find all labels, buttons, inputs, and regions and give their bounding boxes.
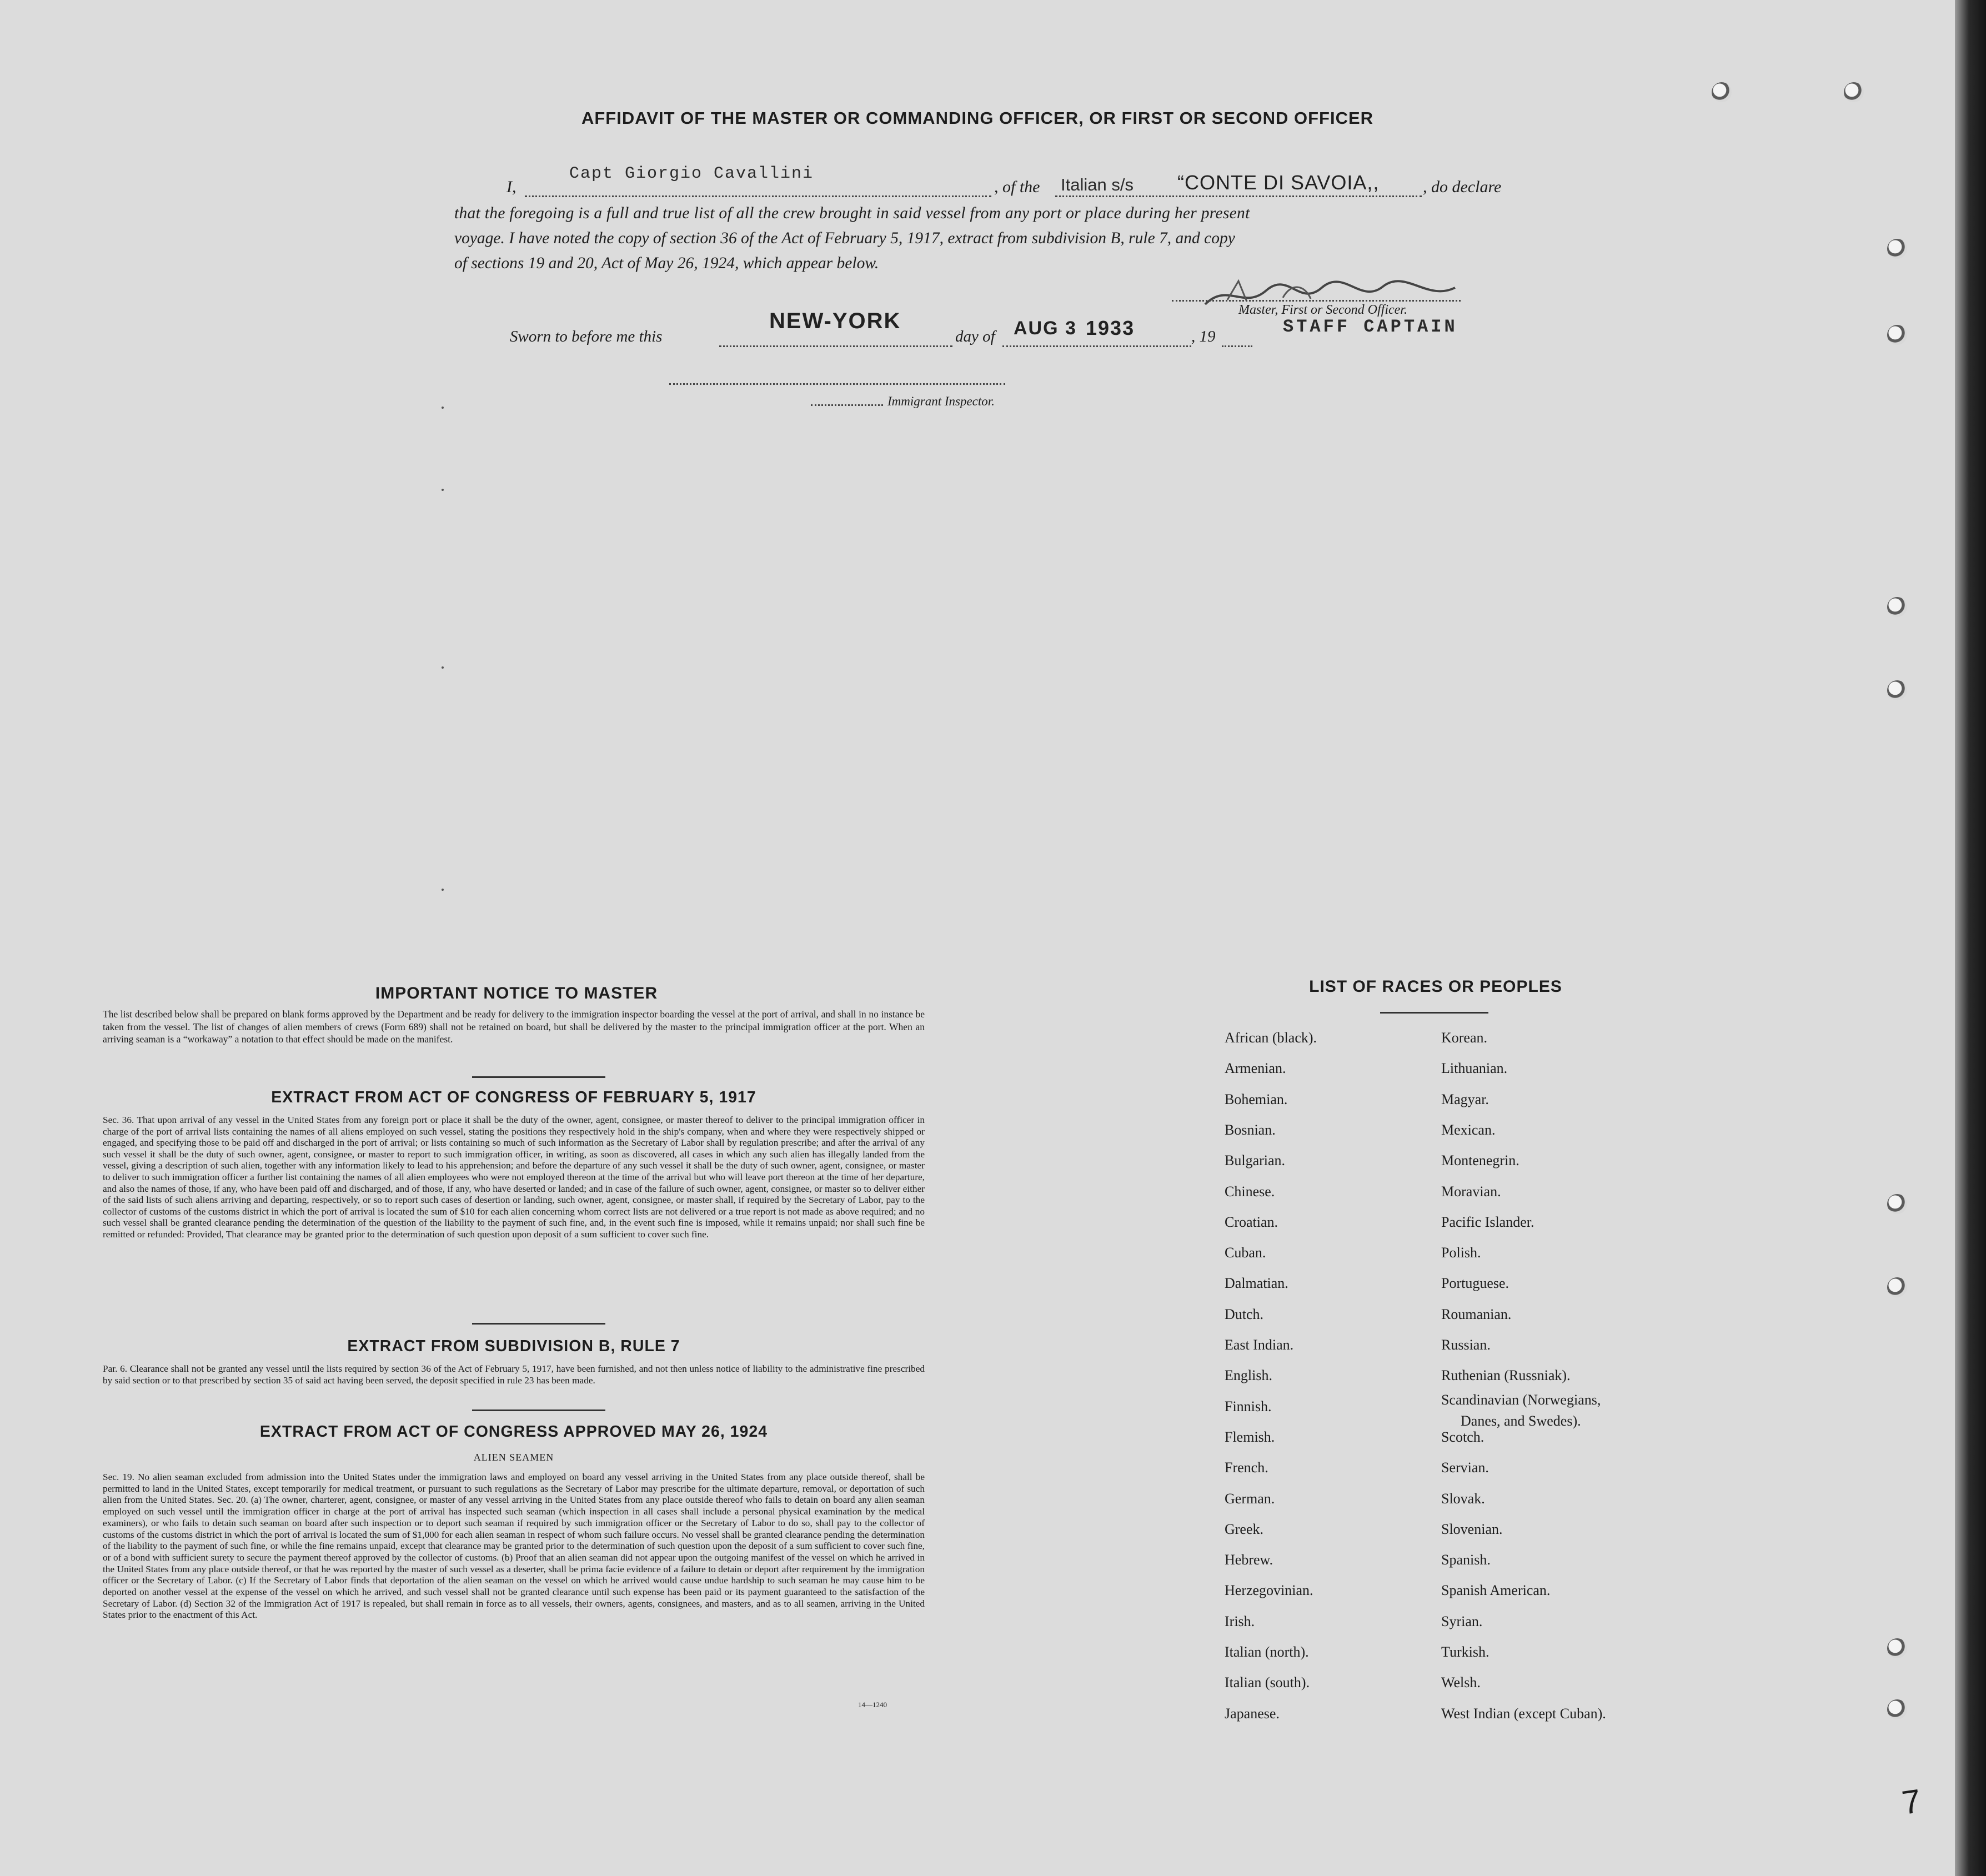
inspector-caption-line (811, 404, 883, 406)
race-item: Polish. (1441, 1245, 1481, 1261)
race-item: Portuguese. (1441, 1275, 1509, 1292)
officer-rank: STAFF CAPTAIN (1283, 317, 1458, 337)
margin-dot (442, 407, 444, 409)
corner-mark: 7 (1899, 1782, 1923, 1822)
inspector-caption: Immigrant Inspector. (887, 394, 995, 408)
binding-hole (1887, 680, 1907, 700)
race-item: Italian (north). (1225, 1644, 1309, 1660)
extract-1924-text: Sec. 19. No alien seaman excluded from admission into the United States under the immigration laws and employed on board any vessel arriving in the United States from any place outside thereof, shall be permitted to land in the United States, except temporarily for medical treatment, or pursuant to such regulations as the Secretary of Labor may prescribe for the ultimate departure, removal, or deportation of such alien from the United States. Sec. 20. (a) The owner, charterer, agent, consignee, or master of any vessel arriving in the United States from any place outside thereof who fails to detain on board any alien seaman employed on such vessel until the immigration officer in charge at the port of arrival has inspected such seaman (which inspection in all cases shall include a personal physical examination by the medical examiners), or who fails to detain such seaman on board after such inspection or to deport such seaman if required by such immigration officer or the Secretary of Labor to do so, shall pay to the collector of customs of the customs district in which the port of arrival is located the sum of $1,000 for each alien seaman in respect of whom such failure occurs. No vessel shall be granted clearance pending the determination of the liability to the payment of such fine, or while the fine remains unpaid, except that clearance may be granted prior to the determination of such question upon the deposit of a sum sufficient to cover such fine, or of a bond with sufficient surety to secure the payment thereof approved by the collector of customs. (b) Proof that an alien seaman did not appear upon the outgoing manifest of the vessel on which he arrived in the United States from any place outside thereof, or that he was reported by the master of such vessel as a deserter, shall be prima facie evidence of a failure to detain or deport after requirement by the immigration officer or the Secretary of Labor. (c) If the Secretary of Labor finds that deportation of the alien seaman on the vessel on which he arrived would cause undue hardship to such seaman he may cause him to be deported on another vessel at the expense of the vessel on which he arrived, and such vessel shall not be granted clearance until such expense has been paid or its payment guaranteed to the satisfaction of the Secretary of Labor. (d) Section 32 of the Immigration Act of 1917 is repealed, but shall remain in force as to all vessels, their owners, agents, consignees, and masters, and as to all seamen, arriving in the United States prior to the enactment of this Act. (103, 1472, 925, 1621)
race-item: Spanish American. (1441, 1582, 1551, 1599)
binding-hole (1887, 597, 1907, 617)
race-item: Japanese. (1225, 1705, 1280, 1722)
race-item: Cuban. (1225, 1245, 1266, 1261)
year-line (1222, 345, 1252, 347)
extract-rule7-text: Par. 6. Clearance shall not be granted any vessel until the lists required by section 36 of the Act of February 5, 1917, have been furnished, and not then unless notice of liability to the administrative fine prescribed by said section or to that prescribed by section 35 of said act having been served, the deposit specified in rule 23 has been made. (103, 1363, 925, 1386)
affidavit-body-line3: voyage. I have noted the copy of section 36 of the Act of February 5, 1917, extract from subdivision B, rule 7, and copy (454, 229, 1235, 247)
sworn-date-stamp: AUG 3 (1014, 318, 1077, 339)
race-item: Dalmatian. (1225, 1275, 1288, 1292)
signature-caption: Master, First or Second Officer. (1238, 303, 1407, 317)
race-item: Greek. (1225, 1521, 1264, 1537)
race-item: Flemish. (1225, 1428, 1275, 1445)
vessel-name: “CONTE DI SAVOIA,, (1177, 171, 1380, 194)
binding-hole (1887, 325, 1907, 345)
race-item: West Indian (except Cuban). (1441, 1705, 1606, 1722)
extract-1917-divider (472, 1323, 605, 1325)
vessel-prefix: Italian s/s (1061, 175, 1134, 194)
race-item: Korean. (1441, 1030, 1488, 1046)
binding-hole (1887, 1638, 1907, 1658)
officer-name: Capt Giorgio Cavallini (569, 164, 814, 183)
binding-hole (1887, 1699, 1907, 1719)
race-item: Irish. (1225, 1613, 1255, 1629)
race-item: Spanish. (1441, 1552, 1491, 1568)
race-item: English. (1225, 1367, 1272, 1384)
margin-dot (442, 889, 444, 891)
binding-hole (1887, 239, 1907, 259)
race-item: Dutch. (1225, 1306, 1264, 1322)
race-item: Roumanian. (1441, 1306, 1512, 1322)
page-edge (1955, 0, 1986, 1876)
race-item: Chinese. (1225, 1183, 1275, 1200)
race-item: Finnish. (1225, 1398, 1272, 1414)
race-item: Danes, and Swedes). (1461, 1412, 1581, 1429)
race-item: Bohemian. (1225, 1091, 1288, 1107)
race-item: Magyar. (1441, 1091, 1489, 1107)
binding-hole (1712, 82, 1732, 102)
extract-rule7-title: EXTRACT FROM SUBDIVISION B, RULE 7 (347, 1337, 680, 1355)
race-item: Mexican. (1441, 1121, 1496, 1138)
race-item: Bosnian. (1225, 1121, 1276, 1138)
race-item: Moravian. (1441, 1183, 1501, 1200)
race-item: Turkish. (1441, 1644, 1489, 1660)
form-number: 14—1240 (858, 1701, 887, 1709)
affidavit-line1-prefix: I, (506, 178, 516, 196)
binding-hole (1844, 82, 1864, 102)
affidavit-title: AFFIDAVIT OF THE MASTER OR COMMANDING OFFICER, OR FIRST OR SECOND OFFICER (581, 108, 1374, 128)
race-item: Ruthenian (Russniak). (1441, 1367, 1571, 1384)
affidavit-body-line2: that the foregoing is a full and true list of all the crew brought in said vessel from any port or place during her present (454, 204, 1250, 222)
sworn-prefix: Sworn to before me this (510, 328, 663, 345)
races-title-underline (1380, 1012, 1488, 1014)
inspector-signature-line (669, 383, 1005, 385)
race-item: Italian (south). (1225, 1674, 1310, 1691)
race-item: Servian. (1441, 1459, 1489, 1476)
sworn-year-stamp: 1933 (1086, 317, 1135, 339)
notice-title: IMPORTANT NOTICE TO MASTER (375, 984, 658, 1002)
officer-name-line (525, 195, 991, 197)
race-item: Pacific Islander. (1441, 1213, 1534, 1230)
sworn-place-stamp: NEW-YORK (769, 309, 901, 333)
extract-1924-title: EXTRACT FROM ACT OF CONGRESS APPROVED MAY 26, 1924 (259, 1423, 768, 1441)
race-item: Herzegovinian. (1225, 1582, 1313, 1599)
race-item: Armenian. (1225, 1060, 1286, 1077)
margin-dot (442, 666, 444, 669)
sworn-date-line (1002, 345, 1191, 347)
year-prefix: , 19 (1191, 328, 1216, 345)
race-item: Slovak. (1441, 1490, 1485, 1507)
affidavit-body-line4: of sections 19 and 20, Act of May 26, 1924, which appear below. (454, 254, 879, 272)
races-title: LIST OF RACES OR PEOPLES (1309, 977, 1562, 996)
race-item: Syrian. (1441, 1613, 1483, 1629)
race-item: East Indian. (1225, 1337, 1294, 1353)
race-item: African (black). (1225, 1030, 1317, 1046)
race-item: Slovenian. (1441, 1521, 1503, 1537)
race-item: Hebrew. (1225, 1552, 1273, 1568)
race-item: Lithuanian. (1441, 1060, 1508, 1077)
margin-dot (442, 489, 444, 491)
race-item: German. (1225, 1490, 1275, 1507)
race-item: Croatian. (1225, 1213, 1278, 1230)
race-item: French. (1225, 1459, 1268, 1476)
race-item: Montenegrin. (1441, 1152, 1519, 1169)
sworn-place-line (719, 345, 952, 347)
notice-divider (472, 1076, 605, 1078)
affidavit-line1-suffix: , do declare (1423, 178, 1502, 196)
extract-1917-text: Sec. 36. That upon arrival of any vessel in the United States from any foreign port or place it shall be the duty of the owner, agent, consignee, or master thereof to deliver to the principal immigration officer in charge of the port of arrival lists containing the names of all aliens employed on such vessel, stating the positions they respectively hold in the ship's company, when and where they were respectively shipped or engaged, and specifying those to be paid off and discharged in the port of arrival; or lists containing so much of such information as the Secretary of Labor shall by regulation prescribe; and after the arrival of any such vessel it shall be the duty of such owner, agent, consignee, or master to report to such immigration officer, in writing, as soon as discovered, all cases in which any such alien has illegally landed from the vessel, giving a description of such alien, together with any information likely to lead to his apprehension; and before the departure of any such vessel it shall be the duty of such owner, agent, consignee, or master to deliver to such immigration officer a further list containing the names of all alien employees who were not employed thereon at the time of the arrival but who will leave port thereon at the time of her departure, and also the names of those, if any, who have been paid off and discharged, and of those, if any, who have deserted or landed; and in case of the failure of such owner, agent, consignee, or master so to deliver either of the said lists of such aliens arriving and departing, respectively, or so to report such cases of desertion or landing, such owner, agent, consignee, or master shall, if required by the Secretary of Labor, pay to the collector of customs of the customs district in which the port of arrival is located the sum of $10 for each alien concerning whom correct lists are not delivered or a true report is not made as above required; and no such vessel shall be granted clearance pending the determination of the question of the liability to the payment of such fine, and, in the event such fine is imposed, while it remains unpaid; nor shall such fine be remitted or refunded: Provided, That clearance may be granted prior to the determination of such question upon deposit of a sum sufficient to cover such fine. (103, 1115, 925, 1240)
race-item: Welsh. (1441, 1674, 1481, 1691)
vessel-name-line (1055, 195, 1422, 197)
extract-1924-subtitle: ALIEN SEAMEN (473, 1452, 554, 1463)
notice-text: The list described below shall be prepared on blank forms approved by the Department and be ready for delivery to the immigration inspector boarding the vessel at the port of arrival, and shall in no instance be taken from the vessel. The list of changes of alien members of crews (Form 689) shall not be retained on board, but shall be delivered by the master to the principal immigration officer at the port. When an arriving seaman is a “workaway” a notation to that effect should be made on the manifest. (103, 1009, 925, 1045)
binding-hole (1887, 1277, 1907, 1297)
sworn-day-label: day of (955, 328, 995, 345)
binding-hole (1887, 1194, 1907, 1214)
signature-line (1172, 300, 1461, 302)
race-item: Scandinavian (Norwegians, (1441, 1391, 1601, 1408)
race-item: Scotch. (1441, 1428, 1485, 1445)
race-item: Bulgarian. (1225, 1152, 1286, 1169)
race-item: Russian. (1441, 1337, 1491, 1353)
affidavit-line1-mid: , of the (994, 178, 1040, 196)
extract-1917-title: EXTRACT FROM ACT OF CONGRESS OF FEBRUARY 5, 1917 (271, 1089, 756, 1106)
extract-rule7-divider (472, 1409, 605, 1411)
